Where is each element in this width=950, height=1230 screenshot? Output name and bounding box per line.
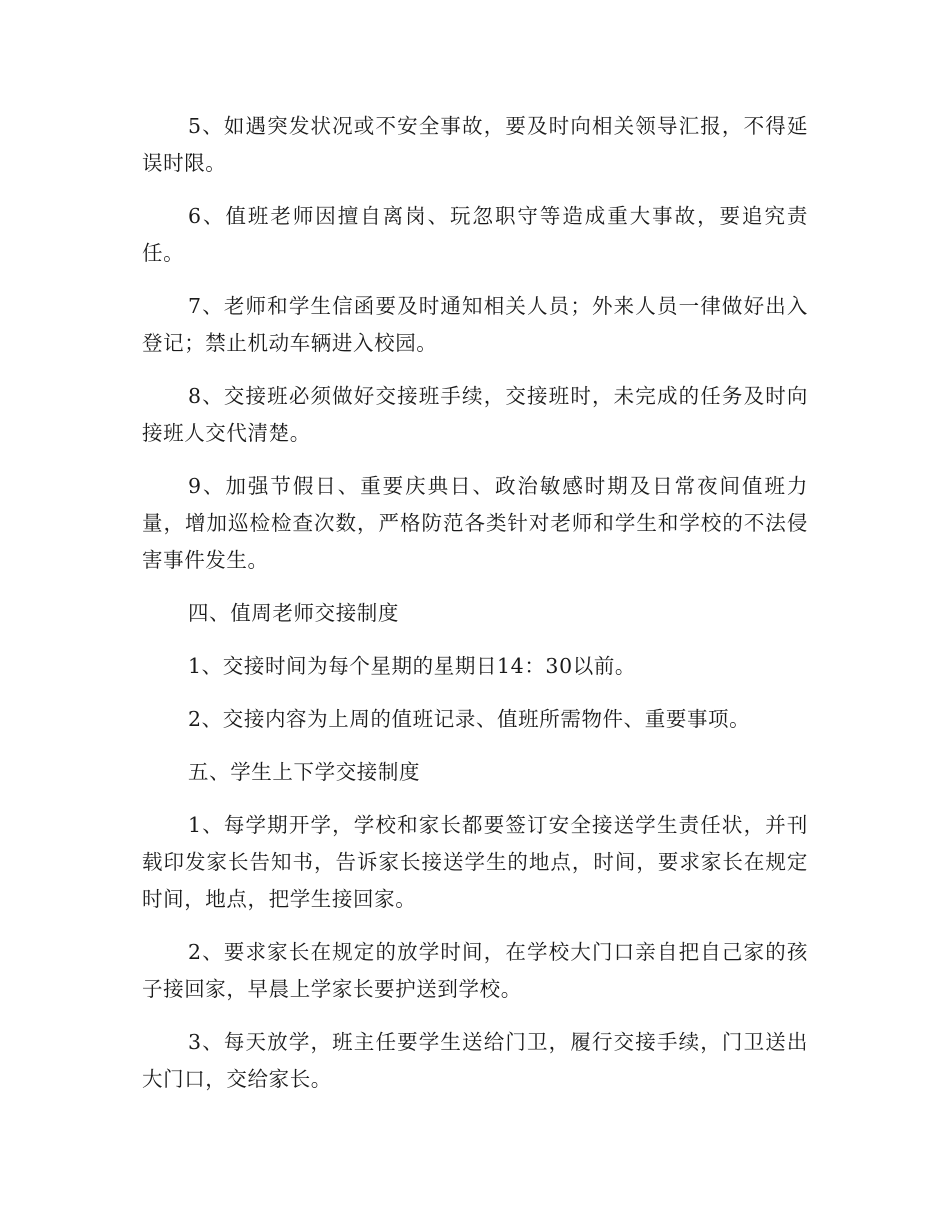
paragraph-item-8-shift-handover: 8、交接班必须做好交接班手续，交接班时，未完成的任务及时向接班人交代清楚。 bbox=[142, 384, 808, 445]
section-heading-student-handover: 五、学生上下学交接制度 bbox=[188, 760, 421, 784]
paragraph-item-5-emergency-report: 5、如遇突发状况或不安全事故，要及时向相关领导汇报，不得延误时限。 bbox=[142, 114, 808, 175]
paragraph-item-6-duty-responsibility: 6、值班老师因擅自离岗、玩忽职守等造成重大事故，要追究责任。 bbox=[142, 204, 808, 265]
paragraph-handover-content: 2、交接内容为上周的值班记录、值班所需物件、重要事项。 bbox=[188, 707, 751, 731]
paragraph-daily-dismissal: 3、每天放学，班主任要学生送给门卫，履行交接手续，门卫送出大门口，交给家长。 bbox=[142, 1030, 808, 1091]
paragraph-parent-agreement: 1、每学期开学，学校和家长都要签订安全接送学生责任状，并刊载印发家长告知书，告诉家长接送学生的地点，时间，要求家长在规定时间，地点，把学生接回家。 bbox=[142, 813, 808, 911]
paragraph-item-9-holiday-duty: 9、加强节假日、重要庆典日、政治敏感时期及日常夜间值班力量，增加巡检检查次数，严格防范各类针对老师和学生和学校的不法侵害事件发生。 bbox=[142, 474, 808, 572]
paragraph-parent-pickup: 2、要求家长在规定的放学时间，在学校大门口亲自把自己家的孩子接回家，早晨上学家长要护送到学校。 bbox=[142, 940, 808, 1001]
section-heading-weekly-teacher-handover: 四、值周老师交接制度 bbox=[188, 601, 399, 625]
paragraph-handover-time: 1、交接时间为每个星期的星期日14：30以前。 bbox=[188, 654, 637, 678]
document-body bbox=[142, 108, 808, 1098]
paragraph-item-7-visitor-registration: 7、老师和学生信函要及时通知相关人员；外来人员一律做好出入登记；禁止机动车辆进入校园。 bbox=[142, 294, 808, 355]
